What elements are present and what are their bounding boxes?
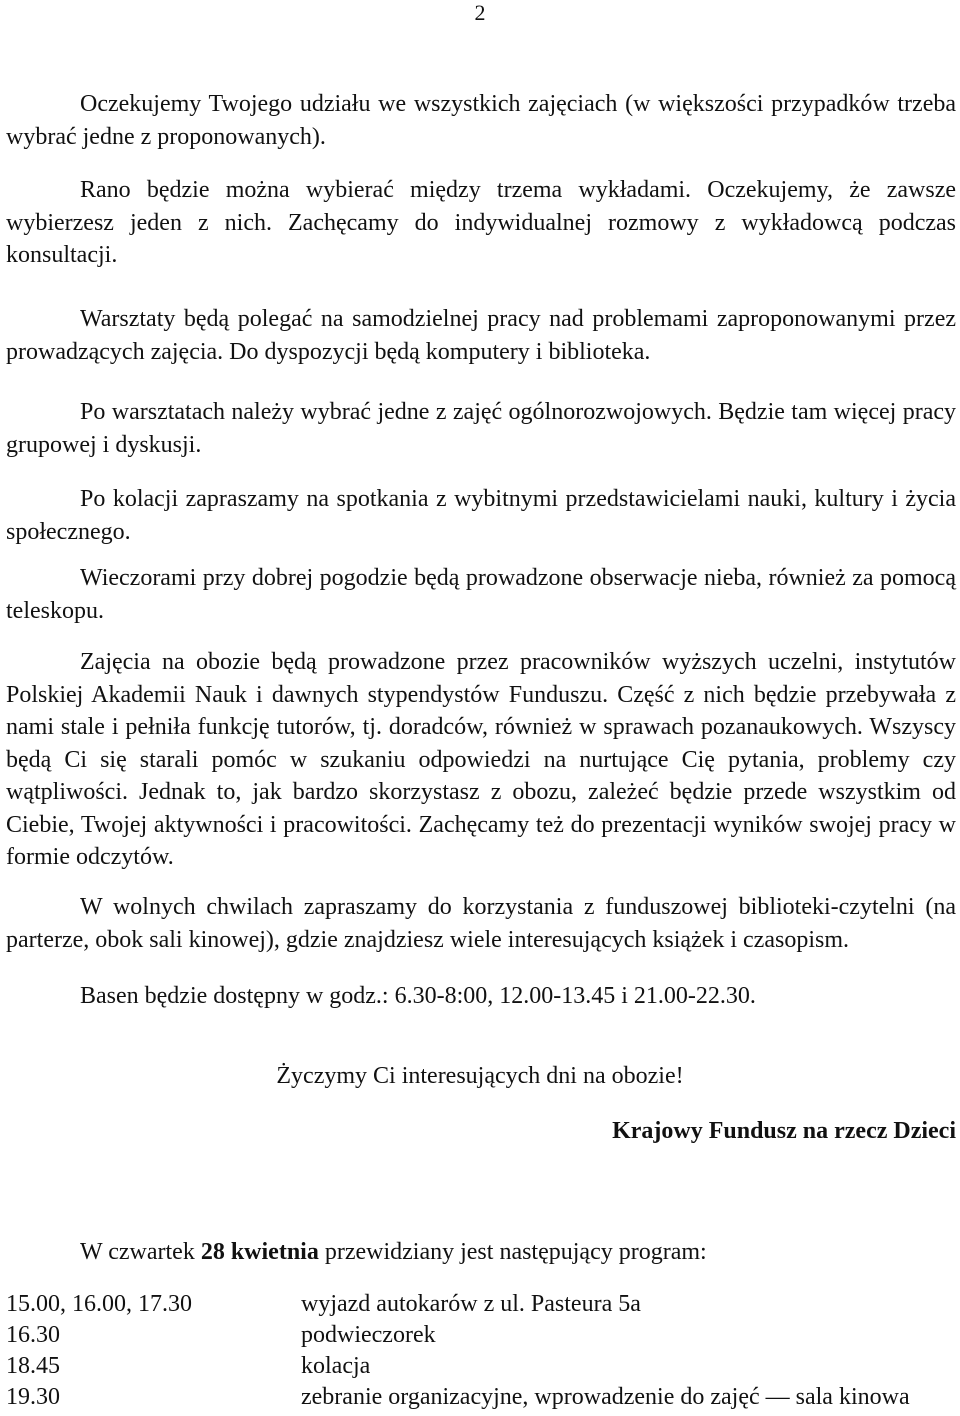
program-intro-after: przewidziany jest następujący program: <box>318 1239 707 1265</box>
program-intro <box>80 1236 707 1268</box>
paragraph-2-block <box>6 174 956 272</box>
paragraph-lectures: Rano będzie można wybierać między trzema wykładami. Oczekujemy, że zawsze wybierzesz jeden z nich. Zachęcamy do indywidualnej rozmowy z wykładowcą podczas konsultacji. <box>6 177 956 268</box>
paragraph-9-block <box>6 980 956 1013</box>
schedule-row <box>6 1320 956 1351</box>
paragraph-4-block <box>6 396 956 461</box>
closing-wish: Życzymy Ci interesujących dni na obozie! <box>276 1063 684 1089</box>
paragraph-6-block <box>6 562 956 627</box>
program-intro-before: W czwartek <box>80 1239 201 1265</box>
paragraph-tutors: Zajęcia na obozie będą prowadzone przez pracowników wyższych uczelni, instytutów Polskiej Akademii Nauk i dawnych stypendystów Funduszu. Część z nich będzie przebywała z nami stale i pełniła funkcję tutorów, tj. doradców, również w sprawach pozanaukowych. Wszyscy będą Ci się starali pomóc w szukaniu odpowiedzi na nurtujące Cię pytania, problemy czy wątpliwości. Jednak to, jak bardzo skorzystasz z obozu, zależeć będzie przede wszystkim od Ciebie, Twojej aktywności i pracowitości. Zachęcamy też do prezentacji wyników swojej pracy w formie odczytów. <box>6 649 956 870</box>
paragraph-3-block <box>6 303 956 368</box>
paragraph-pool: Basen będzie dostępny w godz.: 6.30-8:00, 12.00-13.45 i 21.00-22.30. <box>80 983 756 1009</box>
schedule-row <box>6 1289 956 1320</box>
schedule-row <box>6 1382 956 1413</box>
paragraph-5-block <box>6 483 956 548</box>
paragraph-library: W wolnych chwilach zapraszamy do korzystania z funduszowej biblioteki-czytelni (na parterze, obok sali kinowej), gdzie znajdziesz wiele interesujących książek i czasopism. <box>6 894 956 953</box>
schedule-time: 19.30 <box>6 1384 60 1410</box>
page-number: 2 <box>474 0 486 25</box>
paragraph-evening-meetings: Po kolacji zapraszamy na spotkania z wybitnymi przedstawicielami nauki, kultury i życia społecznego. <box>6 486 956 545</box>
schedule-time: 15.00, 16.00, 17.30 <box>6 1291 192 1317</box>
schedule-description: zebranie organizacyjne, wprowadzenie do zajęć — sala kinowa <box>301 1384 910 1410</box>
schedule-description: kolacja <box>301 1353 371 1379</box>
program-intro-date: 28 kwietnia <box>200 1239 319 1265</box>
schedule-time: 16.30 <box>6 1322 60 1348</box>
paragraph-workshops: Warsztaty będą polegać na samodzielnej pracy nad problemami zaproponowanymi przez prowadzących zajęcia. Do dyspozycji będą komputery i biblioteka. <box>6 306 956 365</box>
signature: Krajowy Fundusz na rzecz Dzieci <box>612 1118 956 1144</box>
paragraph-sky-observations: Wieczorami przy dobrej pogodzie będą prowadzone obserwacje nieba, również za pomocą teleskopu. <box>6 565 956 624</box>
schedule-time: 18.45 <box>6 1353 60 1379</box>
paragraph-participation: Oczekujemy Twojego udziału we wszystkich zajęciach (w większości przypadków trzeba wybrać jedne z proponowanych). <box>6 91 956 150</box>
schedule-description: podwieczorek <box>301 1322 436 1348</box>
paragraph-general-activities: Po warsztatach należy wybrać jedne z zajęć ogólnorozwojowych. Będzie tam więcej pracy grupowej i dyskusji. <box>6 399 956 458</box>
paragraph-7-block <box>6 646 956 874</box>
schedule-description: wyjazd autokarów z ul. Pasteura 5a <box>301 1291 641 1317</box>
schedule-table <box>6 1289 956 1413</box>
schedule-row <box>6 1351 956 1382</box>
paragraph-8-block <box>6 891 956 956</box>
paragraph-1-block <box>6 88 956 153</box>
